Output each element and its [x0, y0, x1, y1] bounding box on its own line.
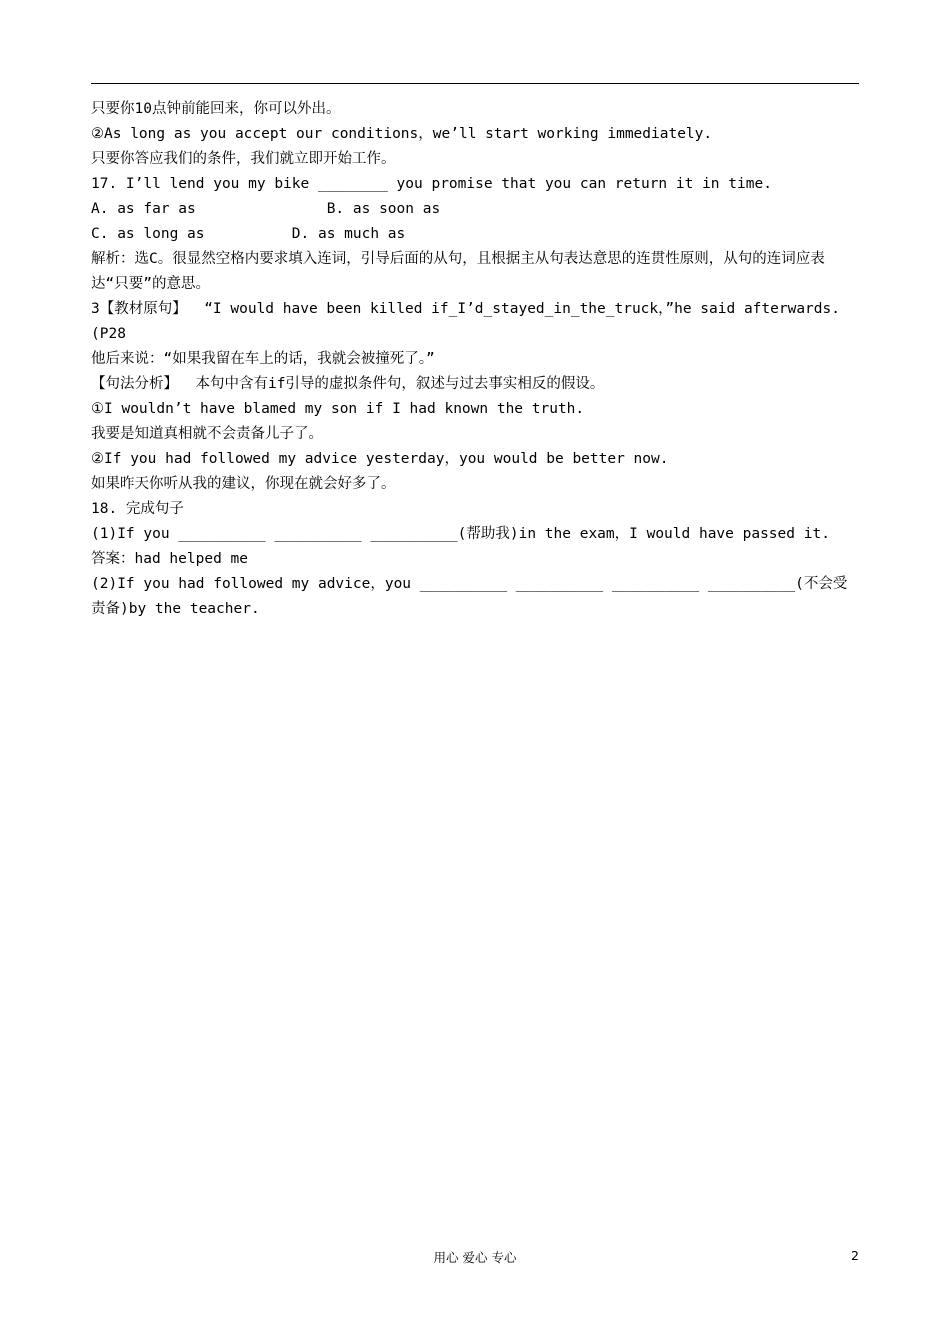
text-line: 他后来说：“如果我留在车上的话，我就会被撞死了。” — [91, 351, 435, 367]
syntax-analysis: 【句法分析】 本句中含有if引导的虚拟条件句，叙述与过去事实相反的假设。 — [91, 376, 605, 392]
example-sentence: ②If you had followed my advice yesterday，you would be better now. — [91, 451, 669, 467]
exercise-item: (2)If you had followed my advice，you __________ __________ __________ __________(不会受责备)by the teacher. — [91, 576, 848, 617]
example-sentence: ①I wouldn’t have blamed my son if I had known the truth. — [91, 401, 585, 417]
question-17: 17. I’ll lend you my bike ________ you promise that you can return it in time. — [91, 176, 772, 192]
text-line: 只要你10点钟前能回来，你可以外出。 — [91, 101, 341, 117]
text-line: 只要你答应我们的条件，我们就立即开始工作。 — [91, 151, 396, 167]
explanation: 解析：选C。很显然空格内要求填入连词，引导后面的从句，且根据主从句表达意思的连贯性原则，从句的连词应表达“只要”的意思。 — [91, 251, 825, 292]
answer: 答案：had helped me — [91, 551, 248, 567]
text-line: 如果昨天你听从我的建议，你现在就会好多了。 — [91, 476, 396, 492]
text-line: 我要是知道真相就不会责备儿子了。 — [91, 426, 323, 442]
textbook-sentence: 3【教材原句】 “I would have been killed if_I’d_stayed_in_the_truck，”he said afterwards.(P28 — [91, 301, 840, 342]
question-18: 18. 完成句子 — [91, 501, 184, 517]
choice-row: A. as far as B. as soon as — [91, 201, 441, 217]
exercise-item: (1)If you __________ __________ __________(帮助我)in the exam，I would have passed it. — [91, 526, 830, 542]
footer-motto: 用心 爱心 专心 — [433, 1250, 517, 1265]
page-number: 2 — [851, 1248, 859, 1263]
header-rule — [91, 83, 859, 84]
choice-row: C. as long as D. as much as — [91, 226, 406, 242]
page-body — [91, 97, 861, 622]
example-sentence: ②As long as you accept our conditions，we’ll start working immediately. — [91, 126, 713, 142]
